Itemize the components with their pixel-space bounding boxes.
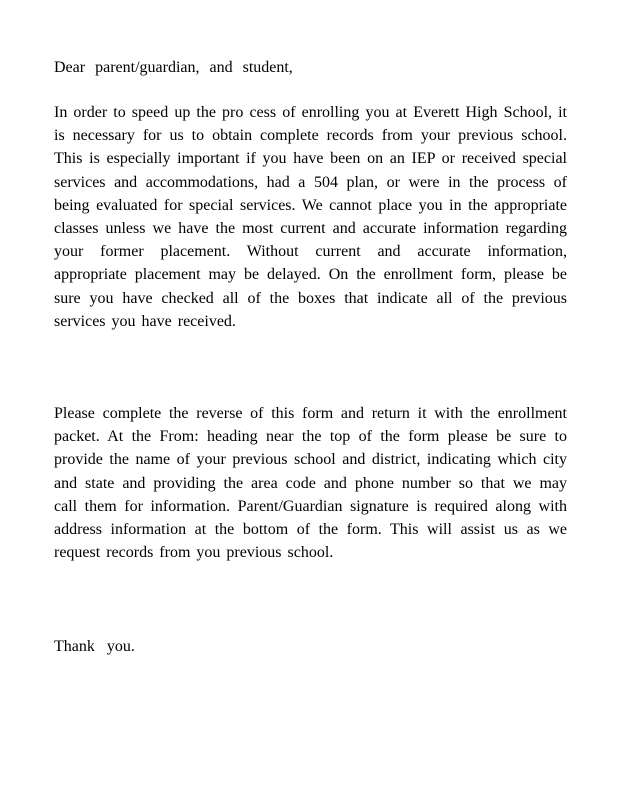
letter-closing: Thank you. bbox=[54, 638, 135, 655]
letter-paragraph-form-instructions: Please complete the reverse of this form and return it with the enrollment packet. At the From: heading near the top of the form please be sure to provide the name of your previous school and district, indicating which city and state and providing the area code and phone number so that we may call them for information. Parent/Guardian signature is required along with address information at the bottom of the form. This will assist us as we request records from you previous school. bbox=[54, 405, 567, 562]
letter-salutation: Dear parent/guardian, and student, bbox=[54, 59, 293, 76]
letter-paragraph-enrollment-records: In order to speed up the pro cess of enrolling you at Everett High School, it is necessary for us to obtain complete records from your previous school. This is especially important if you have been on an IEP or received special services and accommodations, had a 504 plan, or were in the process of being evaluated for special services. We cannot place you in the appropriate classes unless we have the most current and accurate information regarding your former placement. Without current and accurate information, appropriate placement may be delayed. On the enrollment form, please be sure you have checked all of the boxes that indicate all of the previous services you have received. bbox=[54, 104, 567, 330]
